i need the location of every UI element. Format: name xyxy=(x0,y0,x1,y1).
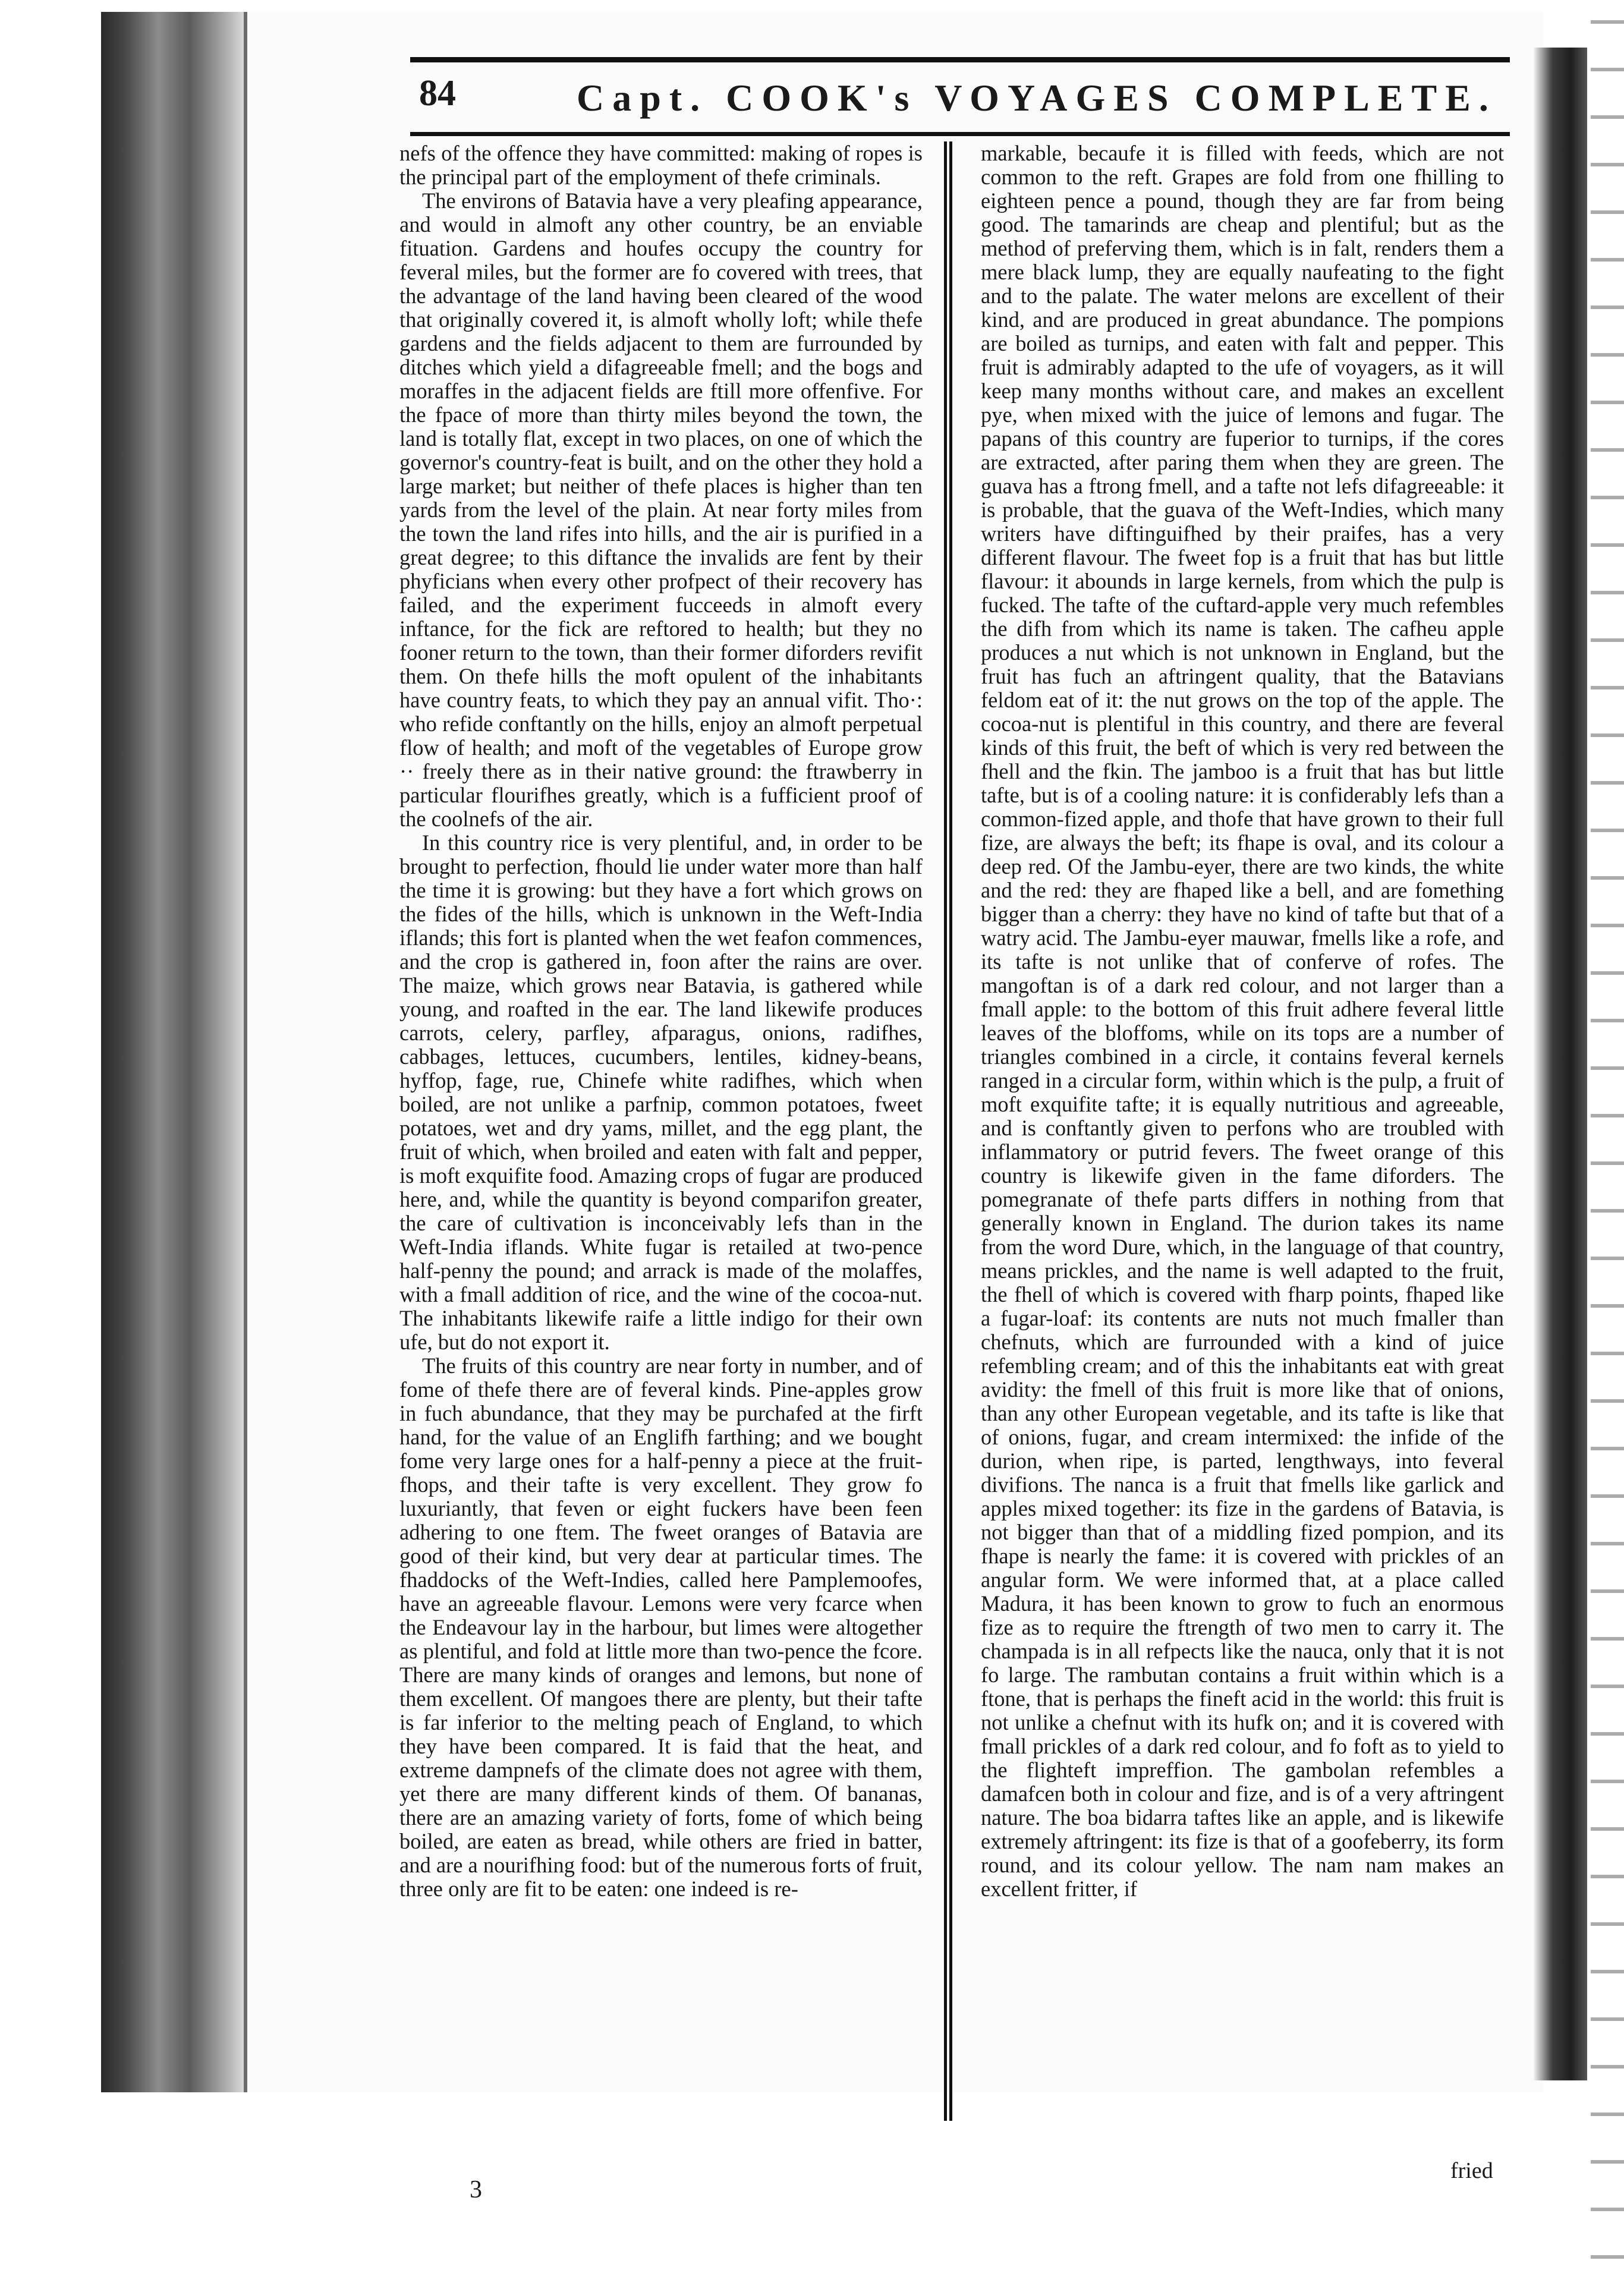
header-rule-bottom xyxy=(410,132,1510,136)
catchword: fried xyxy=(1450,2158,1493,2183)
signature-mark: 3 xyxy=(470,2176,482,2203)
page-number: 84 xyxy=(419,73,456,114)
header-rule-top xyxy=(410,57,1510,62)
paragraph: The fruits of this country are near forty in number, and of fome of thefe there are of feveral kinds. Pine-apples grow in fuch abundance, that they may be purchafed at the firft hand, for the value of an Englifh farthing; and we bought fome very large ones for a half-penny a piece at the fruit-fhops, and their tafte is very excellent. They grow fo luxuriantly, that feven or eight fuckers have been feen adhering to one ftem. The fweet oranges of Batavia are good of their kind, but very dear at particular times. The fhaddocks of the Weft-Indies, called here Pamplemoofes, have an agreeable flavour. Lemons were very fcarce when the Endeavour lay in the harbour, but limes were altogether as plentiful, and fold at little more than two-pence the fcore. There are many kinds of oranges and lemons, but none of them excellent. Of mangoes there are plenty, but their tafte is far inferior to the melting peach of England, to which they have been compared. It is faid that the heat, and extreme dampnefs of the climate does not agree with them, yet there are many different kinds of them. Of bananas, there are an amazing variety of forts, fome of which being boiled, are eaten as bread, while others are fried in batter, and are a nourifhing food: but of the numerous forts of fruit, three only are fit to be eaten: one indeed is re- xyxy=(399,1353,923,1901)
paragraph: The environs of Batavia have a very pleafing appearance, and would in almoft any other country, be an enviable fituation. Gardens and houfes occupy the country for feveral miles, but the former are fo covered with trees, that the advantage of the land having been cleared of the wood that originally covered it, is almoft wholly loft; while thefe gardens and the fields adjacent to them are furrounded by ditches which yield a difagreeable fmell; and the bogs and moraffes in the adjacent fields are ftill more offenfive. For the fpace of more than thirty miles beyond the town, the land is totally flat, except in two places, on one of which the governor's country-feat is built, and on the other they hold a large market; but neither of thefe places is higher than ten yards from the level of the plain. At near forty miles from the town the land rifes into hills, and the air is purified in a great degree; to this diftance the invalids are fent by their phyficians when every other profpect of their recovery has failed, and the experiment fucceeds in almoft every inftance, for the fick are reftored to health; but they no fooner return to the town, than their former diforders revifit them. On thefe hills the moft opulent of the inhabitants have country feats, to which they pay an annual vifit. Tho·: who refide conftantly on the hills, enjoy an almoft perpetual flow of health; and moft of the vegetables of Europe grow ·· freely there as in their native ground: the ftrawberry in particular flourifhes greatly, which is a fufficient proof of the coolnefs of the air. xyxy=(399,188,923,831)
running-head: Capt. COOK's VOYAGES COMPLETE. xyxy=(577,77,1497,119)
column-divider xyxy=(944,141,952,2121)
paragraph: In this country rice is very plentiful, and, in order to be brought to perfection, fhould lie under water more than half the time it is growing: but they have a fort which grows on the fides of the hills, which is unknown in the Weft-India iflands; this fort is planted when the wet feafon commences, and the crop is gathered in, foon after the rains are over. The maize, which grows near Batavia, is gathered while young, and roafted in the ear. The land likewife produces carrots, celery, parfley, afparagus, onions, radifhes, cabbages, lettuces, cucumbers, lentiles, kidney-beans, hyffop, fage, rue, Chinefe white radifhes, which when boiled, are not unlike a parfnip, common potatoes, fweet potatoes, wet and dry yams, millet, and the egg plant, the fruit of which, when broiled and eaten with falt and pepper, is moft exquifite food. Amazing crops of fugar are produced here, and, while the quantity is beyond comparifon greater, the care of cultivation is inconceivably lefs than in the Weft-India iflands. White fugar is retailed at two-pence half-penny the pound; and arrack is made of the molaffes, with a fmall addition of rice, and the wine of the cocoa-nut. The inhabitants likewife raife a little indigo for their own ufe, but do not export it. xyxy=(399,830,923,1354)
paragraph: markable, becaufe it is filled with feeds, which are not common to the reft. Grapes are fold from one fhilling to eighteen pence a pound, though they are far from being good. The tamarinds are cheap and plentiful; but as the method of preferving them, which is in falt, renders them a mere black lump, they are equally naufeating to the fight and to the palate. The water melons are excellent of their kind, and are produced in great abundance. The pompions are boiled as turnips, and eaten with falt and pepper. This fruit is admirably adapted to the ufe of voyagers, as it will keep many months without care, and makes an excellent pye, when mixed with the juice of lemons and fugar. The papans of this country are fuperior to turnips, if the cores are extracted, after paring them when they are green. The guava has a ftrong fmell, and a tafte not lefs difagreeable: it is probable, that the guava of the Weft-Indies, which many writers have diftinguifhed by their praifes, has a very different flavour. The fweet fop is a fruit that has but little flavour: it abounds in large kernels, from which the pulp is fucked. The tafte of the cuftard-apple very much refembles the difh from which its name is taken. The cafheu apple produces a nut which is not unknown in England, but the fruit has fuch an aftringent quality, that the Batavians feldom eat of it: the nut grows on the top of the apple. The cocoa-nut is plentiful in this country, and there are feveral kinds of this fruit, the beft of which is very red between the fhell and the fkin. The jamboo is a fruit that has but little tafte, but is of a cooling nature: it is confiderably lefs than a common-fized apple, and thofe that have grown to their full fize, are always the beft; its fhape is oval, and its colour a deep red. Of the Jambu-eyer, there are two kinds, the white and the red: they are fhaped like a bell, and are fomething bigger than a cherry: they have no kind of tafte but that of a watry acid. The Jambu-eyer mauwar, fmells like a rofe, and its tafte is not unlike that of conferve of rofes. The mangoftan is of a dark red colour, and not larger than a fmall apple: to the bottom of this fruit adhere feveral little leaves of the bloffoms, while on its tops are a number of triangles combined in a circle, it contains feveral kernels ranged in a circular form, within which is the pulp, a fruit of moft exquifite tafte; it is equally nutritious and agreeable, and is conftantly given to perfons who are troubled with inflammatory or putrid fevers. The fweet orange of this country is likewife given in the fame diforders. The pomegranate of thefe parts differs in nothing from that generally known in England. The durion takes its name from the word Dure, which, in the language of that country, means prickles, and the name is well adapted to the fruit, the fhell of which is covered with fharp points, fhaped like a fugar-loaf: its contents are nuts not much fmaller than chefnuts, which are furrounded with a kind of juice refembling cream; and of this the inhabitants eat with great avidity: the fmell of this fruit is more like that of onions, than any other European vegetable, and its tafte is like that of onions, fugar, and cream intermixed: the infide of the durion, when ripe, is parted, lengthways, into feveral divifions. The nanca is a fruit that fmells like garlick and apples mixed together: its fize in the gardens of Batavia, is not bigger than that of a middling fized pompion, and its fhape is nearly the fame: it is covered with prickles of an angular form. We were informed that, at a place called Madura, it has been known to grow to fuch an enormous fize as to require the ftrength of two men to carry it. The champada is in all refpects like the nauca, only that it is not fo large. The rambutan contains a fruit within which is a ftone, that is perhaps the fineft acid in the world: this fruit is not unlike a chefnut with its hufk on; and it is covered with fmall prickles of a dark red colour, and fo foft as to yield to the flighteft impreffion. The gambolan refembles a damafcen both in colour and fize, and is of a very aftringent nature. The boa bidarra taftes like an apple, and is likewife extremely aftringent: its fize is that of a goofeberry, its form round, and its colour yellow. The nam nam makes an excellent fritter, if xyxy=(981,141,1504,1901)
text-column-right xyxy=(981,141,1504,1901)
text-column-left xyxy=(399,141,923,1901)
book-spine-shadow xyxy=(101,12,244,2092)
paragraph: nefs of the offence they have committed: making of ropes is the principal part of the employment of thefe criminals. xyxy=(399,141,923,189)
facing-page-edge xyxy=(1591,0,1624,2273)
gutter-shadow xyxy=(1534,48,1587,2080)
